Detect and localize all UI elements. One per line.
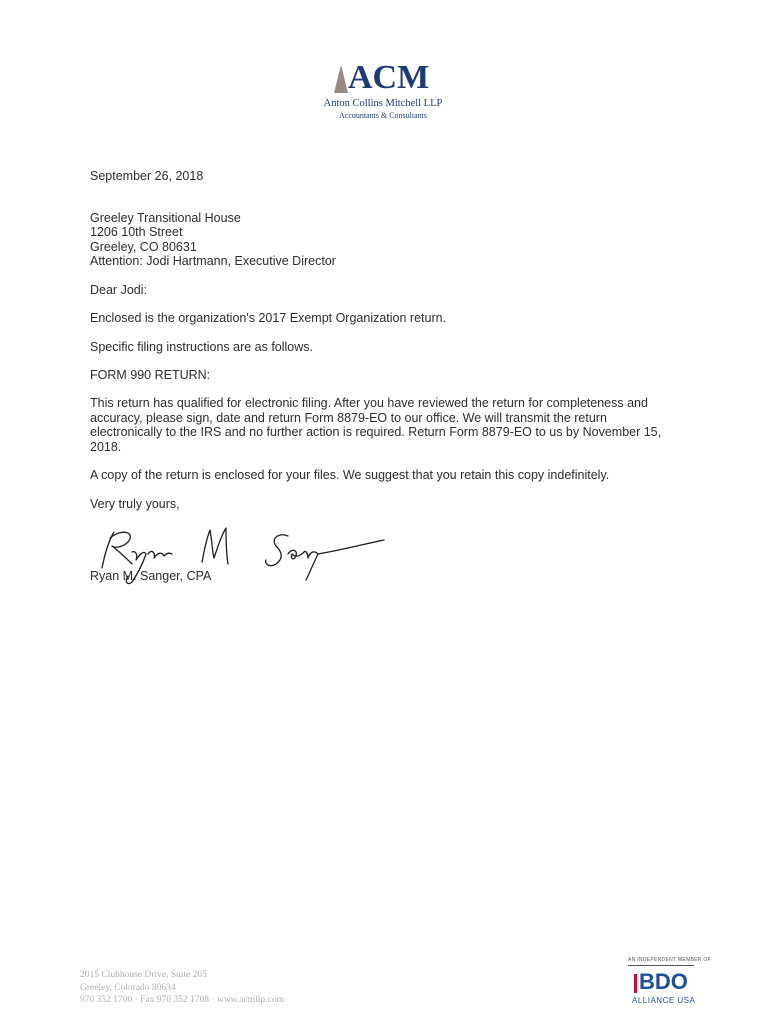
- firm-tagline: Accountants & Consultants: [339, 111, 427, 120]
- footer-address-line: Greeley, Colorado 80634: [80, 982, 176, 993]
- salutation: Dear Jodi:: [90, 283, 147, 297]
- signer-name: Ryan M. Sanger, CPA: [90, 569, 212, 583]
- bdo-accent-bar: [634, 974, 637, 993]
- body-paragraph: This return has qualified for electronic filing. After you have reviewed the return for completeness and accuracy, please sign, date and return Form 8879-EO to our office. We will transmit the return electronically to the IRS and no further action is required. Return Form 8879-EO to us by November 15, 2018.: [90, 396, 662, 454]
- section-heading: FORM 990 RETURN:: [90, 368, 211, 382]
- recipient-line: Attention: Jodi Hartmann, Executive Director: [90, 254, 336, 268]
- body-paragraph: Enclosed is the organization's 2017 Exempt Organization return.: [90, 311, 447, 325]
- letter-date: September 26, 2018: [90, 169, 204, 183]
- bdo-member-text: AN INDEPENDENT MEMBER OF: [628, 957, 711, 963]
- recipient-line: Greeley, CO 80631: [90, 240, 197, 254]
- body-paragraph: Specific filing instructions are as follows.: [90, 340, 314, 354]
- firm-logo: [318, 59, 448, 122]
- footer-address-line: 2015 Clubhouse Drive, Suite 205: [80, 970, 207, 980]
- body-paragraph: A copy of the return is enclosed for your files. We suggest that you retain this copy indefinitely.: [90, 468, 610, 482]
- bdo-alliance-text: ALLIANCE USA: [632, 996, 696, 1005]
- recipient-line: Greeley Transitional House: [90, 211, 241, 225]
- bdo-alliance-logo: [628, 957, 711, 1007]
- closing: Very truly yours,: [90, 497, 180, 511]
- bdo-divider: [628, 965, 694, 966]
- logo-letters: ACM: [348, 59, 430, 96]
- logo-mark-icon: [334, 65, 348, 93]
- recipient-line: 1206 10th Street: [90, 225, 183, 239]
- footer-address: [80, 969, 284, 1007]
- footer-address-line: 970 352 1700 · Fax 970 352 1708 · www.acmllp.com: [80, 995, 284, 1005]
- firm-name: Anton Collins Mitchell LLP: [323, 98, 443, 109]
- bdo-wordmark: BDO: [639, 969, 688, 994]
